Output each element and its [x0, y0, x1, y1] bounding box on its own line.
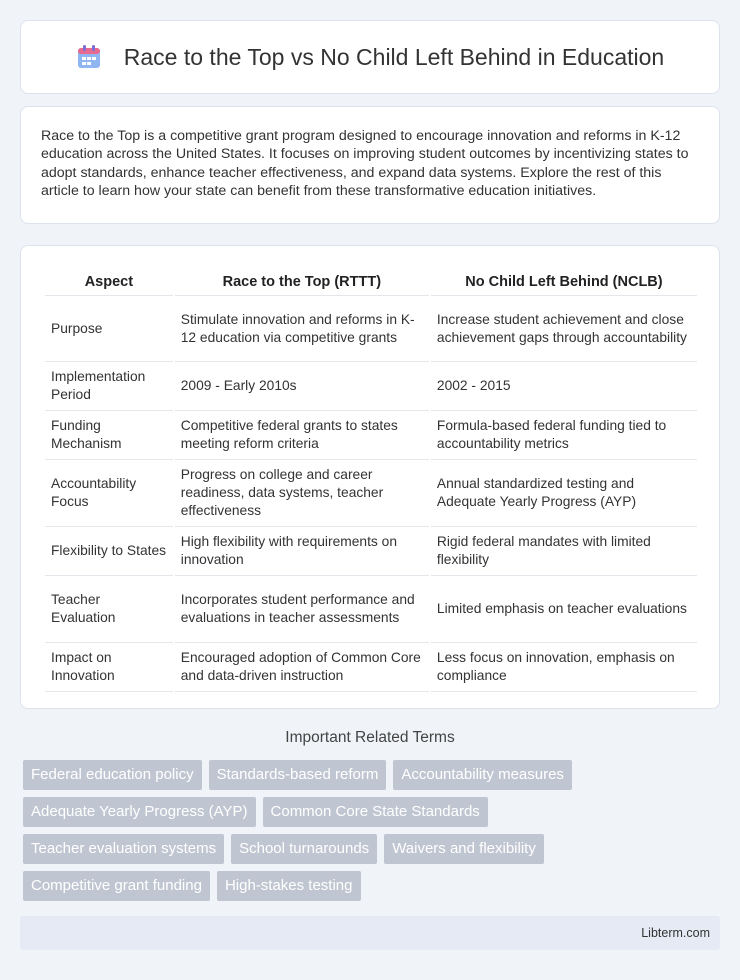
table-row — [45, 643, 697, 692]
tag-row — [23, 760, 713, 790]
related-term-tag[interactable]: Adequate Yearly Progress (AYP) — [23, 797, 256, 827]
related-term-tag[interactable]: High-stakes testing — [217, 871, 361, 901]
comparison-table-card — [20, 245, 720, 709]
table-cell: Annual standardized testing and Adequate Yearly Progress (AYP) — [431, 460, 697, 527]
table-cell: High flexibility with requirements on innovation — [175, 527, 429, 576]
table-row — [45, 411, 697, 460]
calendar-icon — [76, 44, 102, 70]
tag-row — [23, 797, 713, 827]
related-term-tag[interactable]: Accountability measures — [393, 760, 572, 790]
table-cell: Rigid federal mandates with limited flexibility — [431, 527, 697, 576]
table-cell: Stimulate innovation and reforms in K-12 education via competitive grants — [175, 296, 429, 362]
table-cell: Teacher Evaluation — [45, 576, 173, 643]
table-row — [45, 576, 697, 643]
table-cell: Incorporates student performance and evaluations in teacher assessments — [175, 576, 429, 643]
table-cell: Limited emphasis on teacher evaluations — [431, 576, 697, 643]
table-cell: Encouraged adoption of Common Core and data-driven instruction — [175, 643, 429, 692]
related-term-tag[interactable]: Federal education policy — [23, 760, 202, 790]
table-cell: Progress on college and career readiness, data systems, teacher effectiveness — [175, 460, 429, 527]
table-header-row — [45, 266, 697, 296]
table-cell: 2002 - 2015 — [431, 362, 697, 411]
table-cell: Accountability Focus — [45, 460, 173, 527]
page-title: Race to the Top vs No Child Left Behind in Education — [123, 43, 665, 70]
intro-card — [20, 106, 720, 224]
header-card — [20, 20, 720, 94]
related-term-tag[interactable]: Waivers and flexibility — [384, 834, 544, 864]
related-terms-title: Important Related Terms — [285, 729, 455, 746]
table-row — [45, 527, 697, 576]
related-term-tag[interactable]: Standards-based reform — [209, 760, 387, 790]
table-row — [45, 296, 697, 362]
table-cell: 2009 - Early 2010s — [175, 362, 429, 411]
intro-text: Race to the Top is a competitive grant program designed to encourage innovation and reforms in K-12 education across the United States. It focuses on improving student outcomes by incentivizing states to adopt standards, enhance teacher effectiveness, and expand data systems. Explore the rest of this article to learn how your state can benefit from these transformative education initiatives. — [41, 128, 689, 200]
comparison-table — [43, 266, 699, 692]
table-cell: Funding Mechanism — [45, 411, 173, 460]
table-row — [45, 362, 697, 411]
table-cell: Formula-based federal funding tied to accountability metrics — [431, 411, 697, 460]
footer — [20, 916, 720, 950]
table-cell: Competitive federal grants to states meeting reform criteria — [175, 411, 429, 460]
table-cell: Flexibility to States — [45, 527, 173, 576]
table-cell: Impact on Innovation — [45, 643, 173, 692]
related-term-tag[interactable]: Competitive grant funding — [23, 871, 210, 901]
column-header-rttt: Race to the Top (RTTT) — [175, 266, 429, 296]
related-terms-list — [23, 760, 713, 908]
table-row — [45, 460, 697, 527]
tag-row — [23, 834, 713, 864]
table-cell: Implementation Period — [45, 362, 173, 411]
table-cell: Purpose — [45, 296, 173, 362]
column-header-nclb: No Child Left Behind (NCLB) — [431, 266, 697, 296]
related-term-tag[interactable]: Teacher evaluation systems — [23, 834, 224, 864]
footer-site-link[interactable]: Libterm.com — [641, 926, 710, 940]
column-header-aspect: Aspect — [45, 266, 173, 296]
related-term-tag[interactable]: Common Core State Standards — [263, 797, 488, 827]
related-term-tag[interactable]: School turnarounds — [231, 834, 377, 864]
table-cell: Less focus on innovation, emphasis on compliance — [431, 643, 697, 692]
table-cell: Increase student achievement and close achievement gaps through accountability — [431, 296, 697, 362]
tag-row — [23, 871, 713, 901]
